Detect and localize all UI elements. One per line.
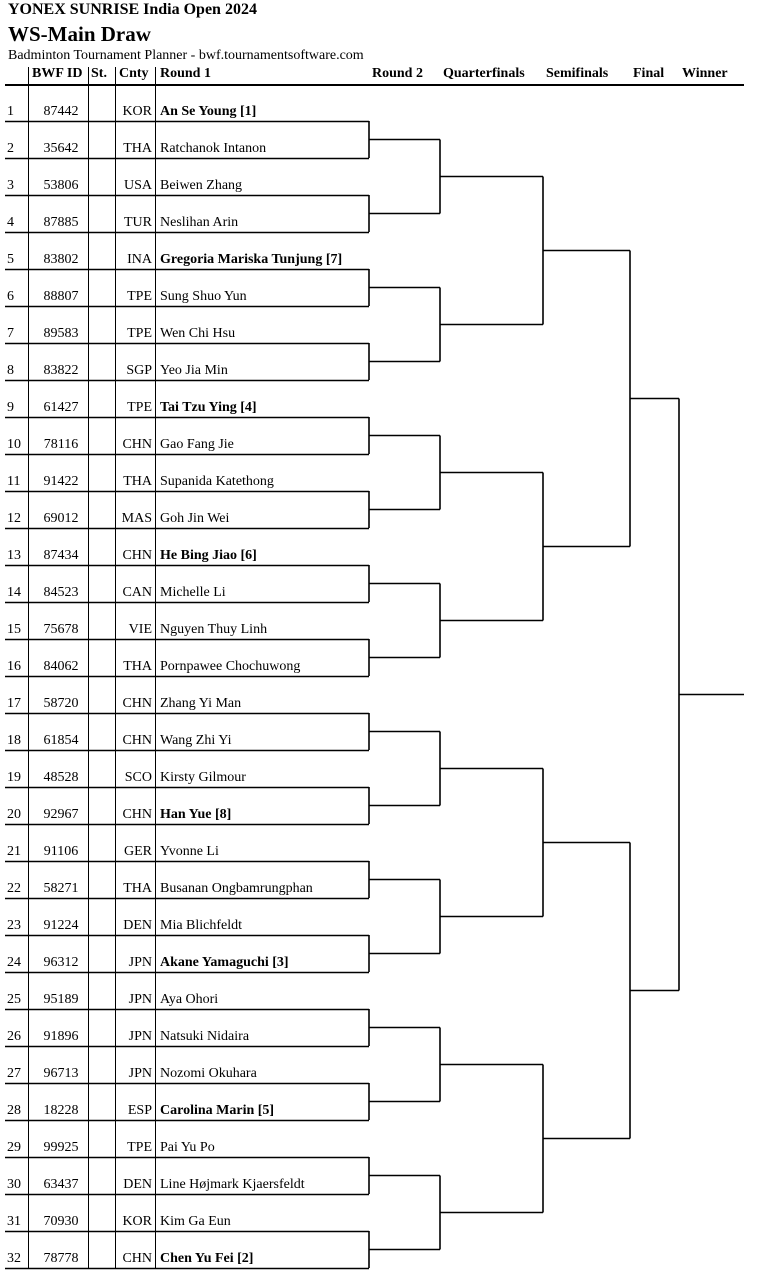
- draw-position: 1: [7, 104, 14, 119]
- player-name: Kirsty Gilmour: [160, 770, 246, 785]
- col-header-winner: Winner: [682, 66, 728, 81]
- player-name: Gregoria Mariska Tunjung [7]: [160, 252, 343, 267]
- source-line: Badminton Tournament Planner - bwf.tournamentsoftware.com: [8, 48, 364, 63]
- bwf-id: 84523: [43, 585, 79, 600]
- draw-position: 25: [7, 992, 21, 1007]
- draw-position: 28: [7, 1103, 21, 1118]
- bwf-id: 69012: [43, 511, 79, 526]
- bwf-id: 18228: [43, 1103, 79, 1118]
- country-code: CAN: [122, 585, 152, 600]
- bwf-id: 91422: [43, 474, 79, 489]
- country-code: KOR: [122, 1214, 152, 1229]
- player-name: Aya Ohori: [160, 992, 219, 1007]
- player-name: Natsuki Nidaira: [160, 1029, 250, 1044]
- draw-position: 15: [7, 622, 21, 637]
- country-code: THA: [123, 474, 152, 489]
- country-code: CHN: [122, 437, 152, 452]
- country-code: JPN: [128, 1066, 152, 1081]
- country-code: CHN: [122, 1251, 152, 1266]
- bwf-id: 83822: [43, 363, 79, 378]
- country-code: GER: [124, 844, 152, 859]
- country-code: KOR: [122, 104, 152, 119]
- draw-position: 11: [7, 474, 21, 489]
- draw-position: 22: [7, 881, 21, 896]
- draw-position: 30: [7, 1177, 21, 1192]
- country-code: INA: [127, 252, 152, 267]
- country-code: THA: [123, 659, 152, 674]
- draw-position: 21: [7, 844, 21, 859]
- player-name: Han Yue [8]: [160, 807, 232, 822]
- player-name: Goh Jin Wei: [160, 511, 230, 526]
- country-code: THA: [123, 881, 152, 896]
- player-name: Wang Zhi Yi: [160, 733, 232, 748]
- bwf-id: 53806: [43, 178, 79, 193]
- draw-position: 27: [7, 1066, 21, 1081]
- draw-position: 8: [7, 363, 14, 378]
- col-header-round-1: Round 1: [160, 66, 211, 81]
- bwf-id: 96312: [43, 955, 79, 970]
- country-code: JPN: [128, 992, 152, 1007]
- country-code: VIE: [128, 622, 152, 637]
- country-code: ESP: [127, 1103, 152, 1118]
- bwf-id: 91106: [43, 844, 79, 859]
- bwf-id: 58271: [43, 881, 79, 896]
- player-name: Tai Tzu Ying [4]: [160, 400, 257, 415]
- col-header-quarterfinals: Quarterfinals: [443, 66, 525, 81]
- country-code: CHN: [122, 696, 152, 711]
- player-name: Zhang Yi Man: [160, 696, 242, 711]
- player-name: Carolina Marin [5]: [160, 1103, 275, 1118]
- col-header-bwf-id: BWF ID: [32, 66, 83, 81]
- country-code: JPN: [128, 1029, 152, 1044]
- bwf-id: 61427: [43, 400, 79, 415]
- draw-position: 9: [7, 400, 14, 415]
- country-code: CHN: [122, 548, 152, 563]
- draw-position: 10: [7, 437, 21, 452]
- bwf-id: 91224: [43, 918, 79, 933]
- draw-position: 23: [7, 918, 21, 933]
- player-name: Pornpawee Chochuwong: [160, 659, 301, 674]
- draw-position: 31: [7, 1214, 21, 1229]
- player-name: Michelle Li: [160, 585, 226, 600]
- draw-position: 4: [7, 215, 14, 230]
- col-header-country: Cnty: [119, 66, 149, 81]
- draw-position: 5: [7, 252, 14, 267]
- player-name: Supanida Katethong: [160, 474, 274, 489]
- player-name: Busanan Ongbamrungphan: [160, 881, 313, 896]
- player-name: Line Højmark Kjaersfeldt: [160, 1177, 305, 1192]
- country-code: TPE: [127, 326, 152, 341]
- player-name: Chen Yu Fei [2]: [160, 1251, 254, 1266]
- bwf-id: 88807: [43, 289, 79, 304]
- country-code: TPE: [127, 400, 152, 415]
- bwf-id: 95189: [43, 992, 79, 1007]
- bwf-id: 78116: [43, 437, 79, 452]
- bwf-id: 84062: [43, 659, 79, 674]
- country-code: DEN: [123, 918, 152, 933]
- player-name: Wen Chi Hsu: [160, 326, 236, 341]
- country-code: DEN: [123, 1177, 152, 1192]
- bwf-id: 35642: [43, 141, 79, 156]
- bwf-id: 61854: [43, 733, 79, 748]
- bwf-id: 99925: [43, 1140, 79, 1155]
- bwf-id: 83802: [43, 252, 79, 267]
- col-header-round-2: Round 2: [372, 66, 423, 81]
- col-header-final: Final: [633, 66, 665, 81]
- player-name: Kim Ga Eun: [160, 1214, 231, 1229]
- col-header-status: St.: [91, 66, 107, 81]
- draw-position: 19: [7, 770, 21, 785]
- event-title: WS-Main Draw: [8, 22, 151, 46]
- player-name: Nguyen Thuy Linh: [160, 622, 268, 637]
- country-code: THA: [123, 141, 152, 156]
- country-code: TPE: [127, 289, 152, 304]
- country-code: SGP: [126, 363, 152, 378]
- player-name: He Bing Jiao [6]: [160, 548, 257, 563]
- bwf-id: 75678: [43, 622, 79, 637]
- bwf-id: 58720: [43, 696, 79, 711]
- player-name: Pai Yu Po: [160, 1140, 215, 1155]
- player-name: An Se Young [1]: [160, 104, 257, 119]
- draw-position: 29: [7, 1140, 21, 1155]
- player-name: Yvonne Li: [160, 844, 219, 859]
- country-code: JPN: [128, 955, 152, 970]
- bwf-id: 92967: [43, 807, 79, 822]
- player-name: Nozomi Okuhara: [160, 1066, 257, 1081]
- player-name: Beiwen Zhang: [160, 178, 243, 193]
- bwf-id: 48528: [43, 770, 79, 785]
- draw-position: 18: [7, 733, 21, 748]
- draw-position: 20: [7, 807, 21, 822]
- col-header-semifinals: Semifinals: [546, 66, 609, 81]
- draw-position: 26: [7, 1029, 21, 1044]
- player-name: Sung Shuo Yun: [160, 289, 247, 304]
- bwf-id: 70930: [43, 1214, 79, 1229]
- country-code: MAS: [121, 511, 152, 526]
- bwf-id: 63437: [43, 1177, 79, 1192]
- draw-position: 17: [7, 696, 21, 711]
- player-name: Gao Fang Jie: [160, 437, 234, 452]
- draw-position: 13: [7, 548, 21, 563]
- country-code: SCO: [124, 770, 152, 785]
- country-code: TPE: [127, 1140, 152, 1155]
- country-code: CHN: [122, 733, 152, 748]
- country-code: TUR: [124, 215, 152, 230]
- player-name: Ratchanok Intanon: [160, 141, 267, 156]
- draw-position: 32: [7, 1251, 21, 1266]
- player-name: Neslihan Arin: [160, 215, 239, 230]
- player-name: Mia Blichfeldt: [160, 918, 243, 933]
- country-code: USA: [123, 178, 152, 193]
- bwf-id: 87434: [43, 548, 79, 563]
- bwf-id: 87885: [43, 215, 79, 230]
- draw-position: 24: [7, 955, 21, 970]
- draw-position: 12: [7, 511, 21, 526]
- draw-position: 14: [7, 585, 21, 600]
- draw-position: 2: [7, 141, 14, 156]
- bwf-id: 91896: [43, 1029, 79, 1044]
- bwf-id: 78778: [43, 1251, 79, 1266]
- bwf-id: 87442: [43, 104, 79, 119]
- draw-position: 3: [7, 178, 14, 193]
- draw-position: 6: [7, 289, 14, 304]
- draw-position: 7: [7, 326, 14, 341]
- country-code: CHN: [122, 807, 152, 822]
- tournament-title: YONEX SUNRISE India Open 2024: [8, 1, 257, 18]
- player-name: Akane Yamaguchi [3]: [160, 955, 289, 970]
- bwf-id: 89583: [43, 326, 79, 341]
- bwf-id: 96713: [43, 1066, 79, 1081]
- draw-position: 16: [7, 659, 21, 674]
- player-name: Yeo Jia Min: [160, 363, 228, 378]
